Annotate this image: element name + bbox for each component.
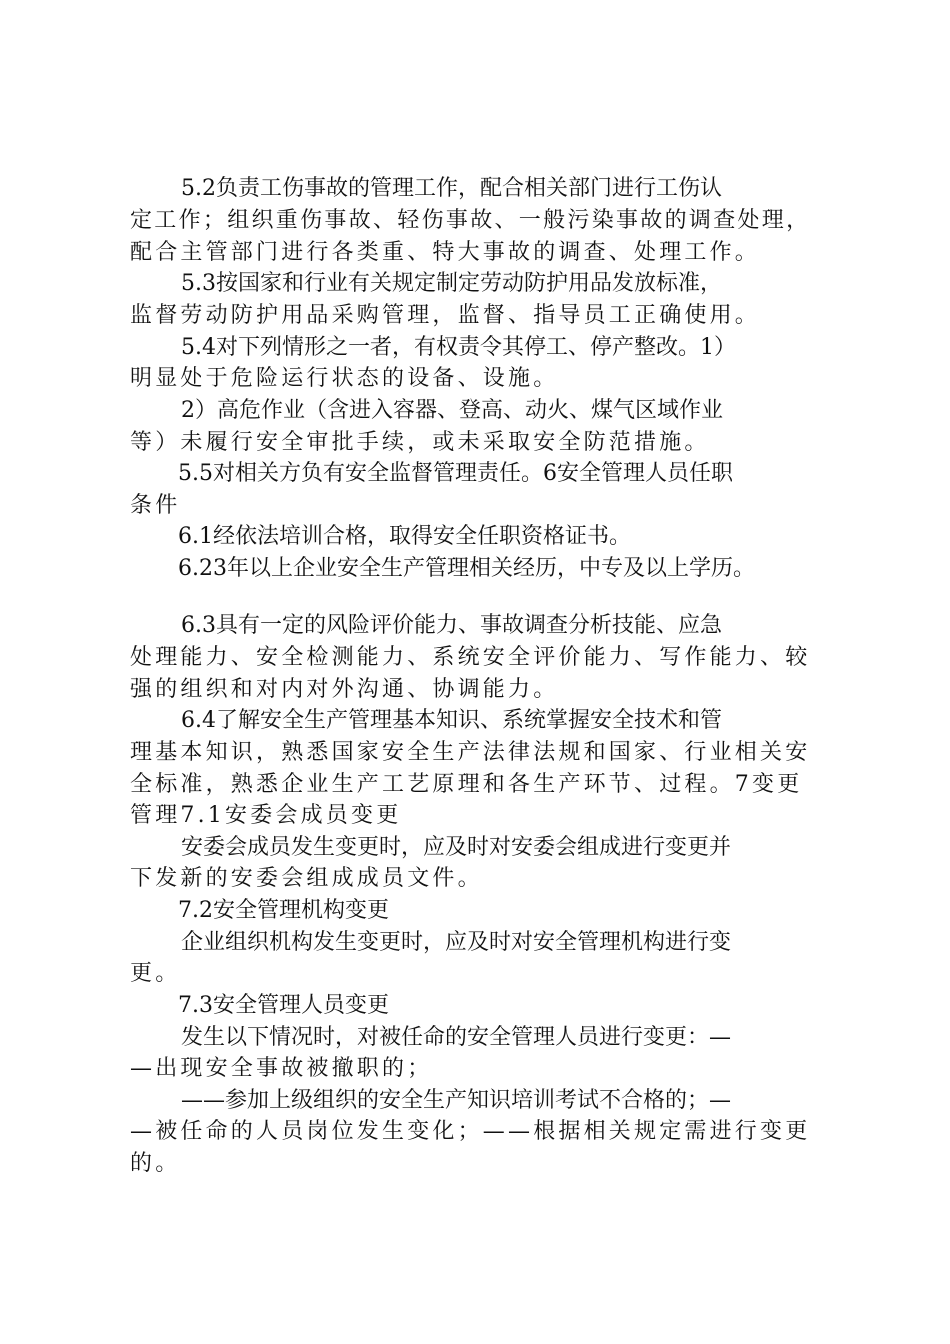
text-line: 理基本知识，熟悉国家安全生产法律法规和国家、行业相关安 bbox=[130, 740, 811, 765]
text-line: 2）高危作业（含进入容器、登高、动火、煤气区域作业 bbox=[181, 398, 723, 423]
text-line: 7.2安全管理机构变更 bbox=[178, 898, 389, 923]
text-line: 条件 bbox=[130, 493, 181, 518]
text-line: 全标准，熟悉企业生产工艺原理和各生产环节、过程。7变更 bbox=[130, 772, 803, 797]
text-line: 5.4对下列情形之一者，有权责令其停工、停产整改。1） bbox=[181, 335, 736, 360]
text-line: 等）未履行安全审批手续，或未采取安全防范措施。 bbox=[130, 430, 710, 455]
text-line: 5.2负责工伤事故的管理工作，配合相关部门进行工伤认 bbox=[181, 176, 722, 201]
text-line: 5.5对相关方负有安全监督管理责任。6安全管理人员任职 bbox=[178, 461, 733, 486]
text-line: 7.3安全管理人员变更 bbox=[178, 993, 389, 1018]
text-line: 更。 bbox=[130, 961, 181, 986]
text-line: 5.3按国家和行业有关规定制定劳动防护用品发放标准， bbox=[181, 271, 722, 296]
text-line: 的。 bbox=[130, 1151, 181, 1176]
text-line: 发生以下情况时，对被任命的安全管理人员进行变更：— bbox=[181, 1025, 732, 1050]
text-line: 配合主管部门进行各类重、特大事故的调查、处理工作。 bbox=[130, 240, 761, 265]
text-line: 企业组织机构发生变更时，应及时对安全管理机构进行变 bbox=[181, 930, 732, 955]
text-line: 处理能力、安全检测能力、系统安全评价能力、写作能力、较 bbox=[130, 645, 811, 670]
text-line: 6.4了解安全生产管理基本知识、系统掌握安全技术和管 bbox=[181, 708, 722, 733]
text-line: ——参加上级组织的安全生产知识培训考试不合格的；— bbox=[181, 1088, 732, 1113]
text-line: 定工作；组织重伤事故、轻伤事故、一般污染事故的调查处理， bbox=[130, 208, 811, 233]
text-line: 安委会成员发生变更时，应及时对安委会组成进行变更并 bbox=[181, 835, 732, 860]
text-line: 6.1经依法培训合格，取得安全任职资格证书。 bbox=[178, 524, 631, 549]
text-line: 监督劳动防护用品采购管理，监督、指导员工正确使用。 bbox=[130, 303, 761, 328]
text-line: 明显处于危险运行状态的设备、设施。 bbox=[130, 366, 559, 391]
text-line: —被任命的人员岗位发生变化；——根据相关规定需进行变更 bbox=[130, 1119, 811, 1144]
text-line: 下发新的安委会组成成员文件。 bbox=[130, 866, 483, 891]
text-line: 6.3具有一定的风险评价能力、事故调查分析技能、应急 bbox=[181, 613, 722, 638]
text-line: 管理7.1安委会成员变更 bbox=[130, 803, 402, 828]
text-line: —出现安全事故被撤职的； bbox=[130, 1056, 433, 1081]
text-line: 强的组织和对内对外沟通、协调能力。 bbox=[130, 677, 559, 702]
text-line: 6.23年以上企业安全生产管理相关经历，中专及以上学历。 bbox=[178, 556, 755, 581]
